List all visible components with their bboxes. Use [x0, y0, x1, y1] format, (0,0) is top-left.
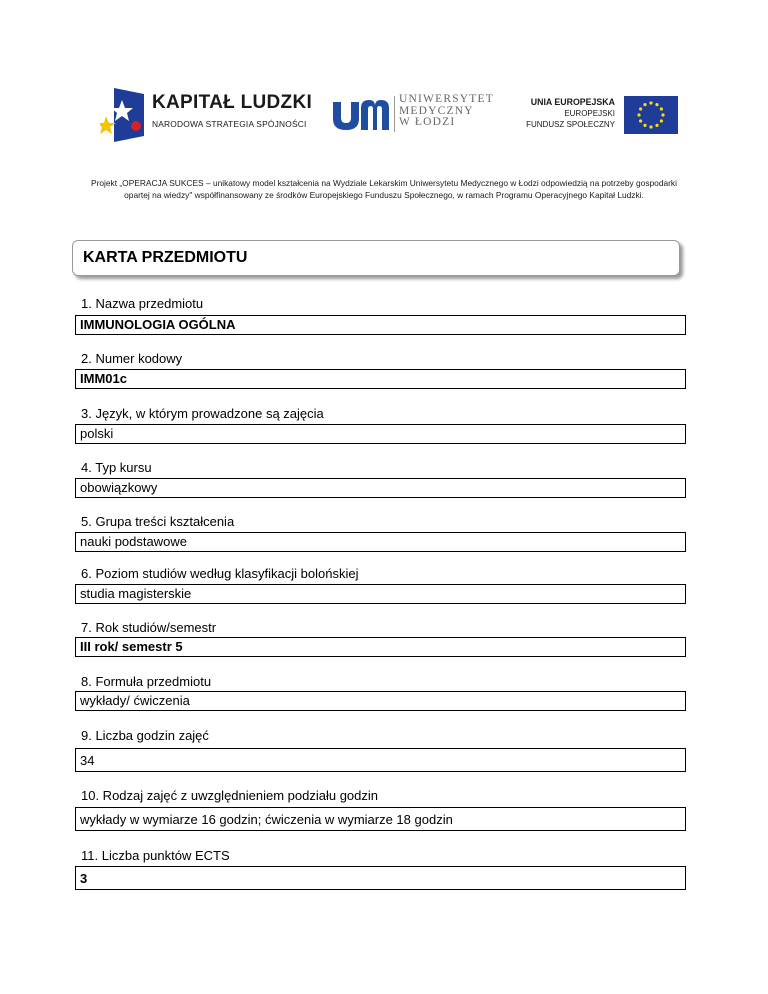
header-logos [0, 0, 768, 170]
eu-flag-icon [624, 96, 678, 134]
unia-europejska-logo [508, 95, 673, 137]
field-label-nazwa: 1. Nazwa przedmiotu [81, 296, 204, 311]
ue-text [526, 97, 615, 130]
page-title: KARTA PRZEDMIOTU [83, 249, 248, 266]
field-label-poziom: 6. Poziom studiów według klasyfikacji bolońskiej [81, 566, 359, 581]
kapital-ludzki-logo [100, 86, 313, 142]
project-description: Projekt „OPERACJA SUKCES – unikatowy model kształcenia na Wydziale Lekarskim Uniwersytetu Medycznego w Łodzi odpowiedzią na potrzeby gospodarki opartej na wiedzy" współfinansowany ze środków Europejskiego Funduszu Społecznego, w ramach Programu Operacyjnego Kapitał Ludzki. [91, 178, 677, 200]
field-label-numer: 2. Numer kodowy [81, 351, 183, 366]
field-label-rok: 7. Rok studiów/semestr [81, 620, 217, 635]
field-label-typ: 4. Typ kursu [81, 460, 152, 475]
ue-line-2: EUROPEJSKI [564, 109, 615, 118]
field-value-grupa: nauki podstawowe [75, 532, 686, 552]
kapital-ludzki-star-icon [100, 86, 146, 142]
um-line-2: MEDYCZNY [399, 104, 474, 117]
kapital-ludzki-title: KAPITAŁ LUDZKI [152, 92, 313, 113]
um-name [399, 94, 494, 129]
um-divider [394, 96, 395, 132]
field-value-typ: obowiązkowy [75, 478, 686, 498]
ue-line-3: FUNDUSZ SPOŁECZNY [526, 120, 615, 129]
field-value-rok: III rok/ semestr 5 [75, 637, 686, 657]
field-value-formula: wykłady/ ćwiczenia [75, 691, 686, 711]
kapital-ludzki-subtitle: NARODOWA STRATEGIA SPÓJNOŚCI [152, 119, 307, 129]
uniwersytet-medyczny-logo [331, 93, 494, 136]
field-label-liczba-godzin: 9. Liczba godzin zajęć [81, 728, 209, 743]
um-mark-icon [331, 98, 389, 130]
field-value-numer: IMM01c [75, 369, 686, 389]
field-value-poziom: studia magisterskie [75, 584, 686, 604]
um-line-1: UNIWERSYTET [399, 93, 494, 105]
field-value-liczba-godzin: 34 [75, 748, 686, 772]
field-value-ects: 3 [75, 866, 686, 890]
field-value-nazwa: IMMUNOLOGIA OGÓLNA [75, 315, 686, 335]
card-title-box [72, 240, 680, 276]
field-label-ects: 11. Liczba punktów ECTS [81, 848, 230, 863]
field-label-formula: 8. Formuła przedmiotu [81, 674, 212, 689]
um-line-3: W ŁODZI [399, 116, 456, 128]
field-label-rodzaj-zajec: 10. Rodzaj zajęć z uwzględnieniem podziału godzin [81, 788, 379, 803]
field-value-jezyk: polski [75, 424, 686, 444]
field-label-jezyk: 3. Język, w którym prowadzone są zajęcia [81, 406, 324, 421]
field-value-rodzaj-zajec: wykłady w wymiarze 16 godzin; ćwiczenia w wymiarze 18 godzin [75, 807, 686, 831]
field-label-grupa: 5. Grupa treści kształcenia [81, 514, 235, 529]
ue-line-1: UNIA EUROPEJSKA [530, 97, 615, 107]
